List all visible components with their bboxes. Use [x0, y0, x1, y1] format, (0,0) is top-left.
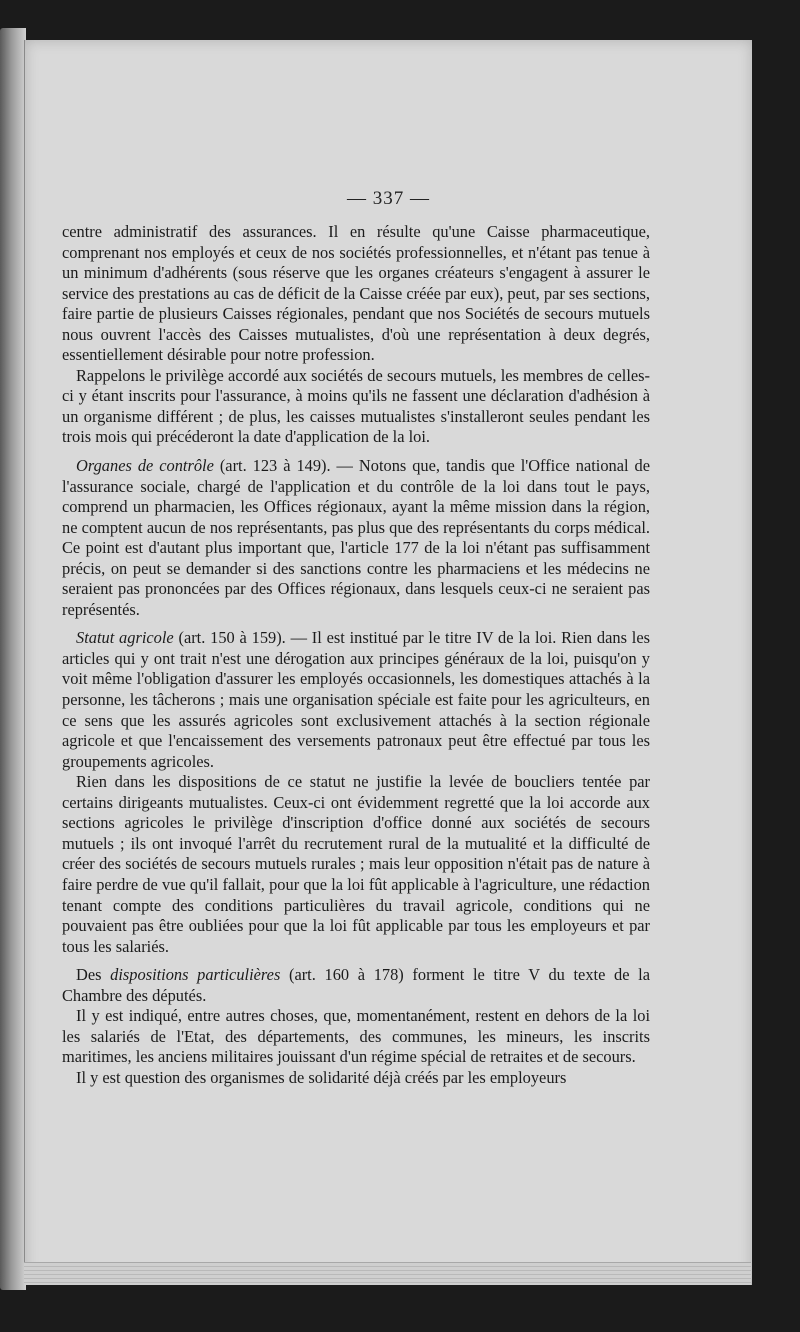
section-heading-organes-de-controle: Organes de contrôle: [76, 456, 214, 476]
page-edges: [24, 1262, 751, 1285]
paragraph-2-text: Rappelons le privilège accordé aux sociétés de secours mutuels, les membres de celles-ci y étant inscrits pour l'assurance, à moins qu'ils ne fassent une déclaration d'adhésion à un organisme différent ; de plus, les caisses mutualistes s'installeront seules pendant les trois mois qui précéderont la date d'application de la loi.: [62, 365, 650, 447]
paragraph-7: [62, 1006, 650, 1068]
section-heading-dispositions-particulieres: dispositions particulières: [110, 965, 281, 985]
book-spine: [0, 28, 26, 1290]
page-number: — 337 —: [347, 188, 430, 209]
section-heading-statut-agricole: Statut agricole: [76, 628, 174, 648]
paragraph-3-text: (art. 123 à 149). — Notons que, tandis que l'Office national de l'assurance sociale, chargé de l'application et du contrôle de la loi dans tout le pays, comprend un pharmacien, les Offices régionaux, ayant la même mission dans la région, ne comptent aucun de nos représentants, pas plus que des représentants du corps médical. Ce point est d'autant plus important que, l'article 177 de la loi n'étant pas suffisamment précis, on peut se demander si des sanctions contre les pharmaciens et les médecins ne seraient pas prononcées par des Offices régionaux, dans lesquels ceux-ci ne seraient pas représentés.: [62, 456, 650, 619]
paragraph-dispositions-particulieres: [62, 965, 650, 1006]
paragraph-8: [62, 1068, 650, 1089]
paragraph-6-pre: Des: [76, 965, 111, 985]
book-page: [24, 40, 752, 1285]
paragraph-6-text: (art. 160 à 178) forment le titre V du texte de la Chambre des députés.: [62, 965, 650, 1005]
paragraph-8-text: Il y est question des organismes de solidarité déjà créés par les employeurs: [76, 1067, 567, 1087]
paragraph-7-text: Il y est indiqué, entre autres choses, que, momentanément, restent en dehors de la loi les salariés de l'Etat, des départements, des communes, les mineurs, les inscrits maritimes, les anciens militaires jouissant d'un régime spécial de retraites et de secours.: [62, 1006, 650, 1067]
paragraph-4-text: (art. 150 à 159). — Il est institué par le titre IV de la loi. Rien dans les articles qui y ont trait n'est une dérogation aux principes généraux de la loi, puisqu'on y voit même l'obligation d'assurer les employés occasionnels, les domestiques attachés à la personne, les tâcherons ; mais une organisation spéciale est faite pour les agriculteurs, en ce sens que les assurés agricoles sont exclusivement attachés à la section régionale agricole et que l'encaissement des versements patronaux peut être effectué par tous les groupements agricoles.: [62, 628, 650, 771]
paragraph-organes-de-controle: [62, 456, 650, 620]
paragraph-1-text: centre administratif des assurances. Il en résulte qu'une Caisse pharmaceutique, comprenant nos employés et ceux de nos sociétés professionnelles, et n'étant pas tenue à un minimum d'adhérents (sous réserve que les organes créateurs s'engagent à assurer le service des prestations au cas de déficit de la Caisse créée par eux), peut, par ses sections, faire partie de plusieurs Caisses régionales, pendant que nos Sociétés de secours mutuels nous ouvrent l'accès des Caisses mutualistes, d'où une représentation à deux degrés, essentiellement désirable pour notre profession.: [62, 222, 650, 365]
paragraph-5-text: Rien dans les dispositions de ce statut ne justifie la levée de boucliers tentée par certains dirigeants mutualistes. Ceux-ci ont évidemment regretté que la loi accorde aux sections agricoles le privilège d'inscription d'office donné aux sociétés de secours mutuels ; ils ont invoqué l'arrêt du recrutement rural de la mutualité et la difficulté de créer des sociétés de secours mutuels rurales ; mais leur opposition n'était pas de nature à faire perdre de vue qu'il fallait, pour que la loi fût applicable à l'agriculture, une rédaction tenant compte des conditions particulières du travail agricole, conditions qui ne pouvaient pas être oubliées pour que la loi fût applicable par tous les employeurs et par tous les salariés.: [62, 772, 650, 956]
paragraph-2: [62, 366, 650, 448]
paragraph-1: [62, 222, 650, 366]
page-text-body: [62, 222, 650, 1088]
paragraph-5: [62, 772, 650, 957]
paragraph-statut-agricole: [62, 628, 650, 772]
